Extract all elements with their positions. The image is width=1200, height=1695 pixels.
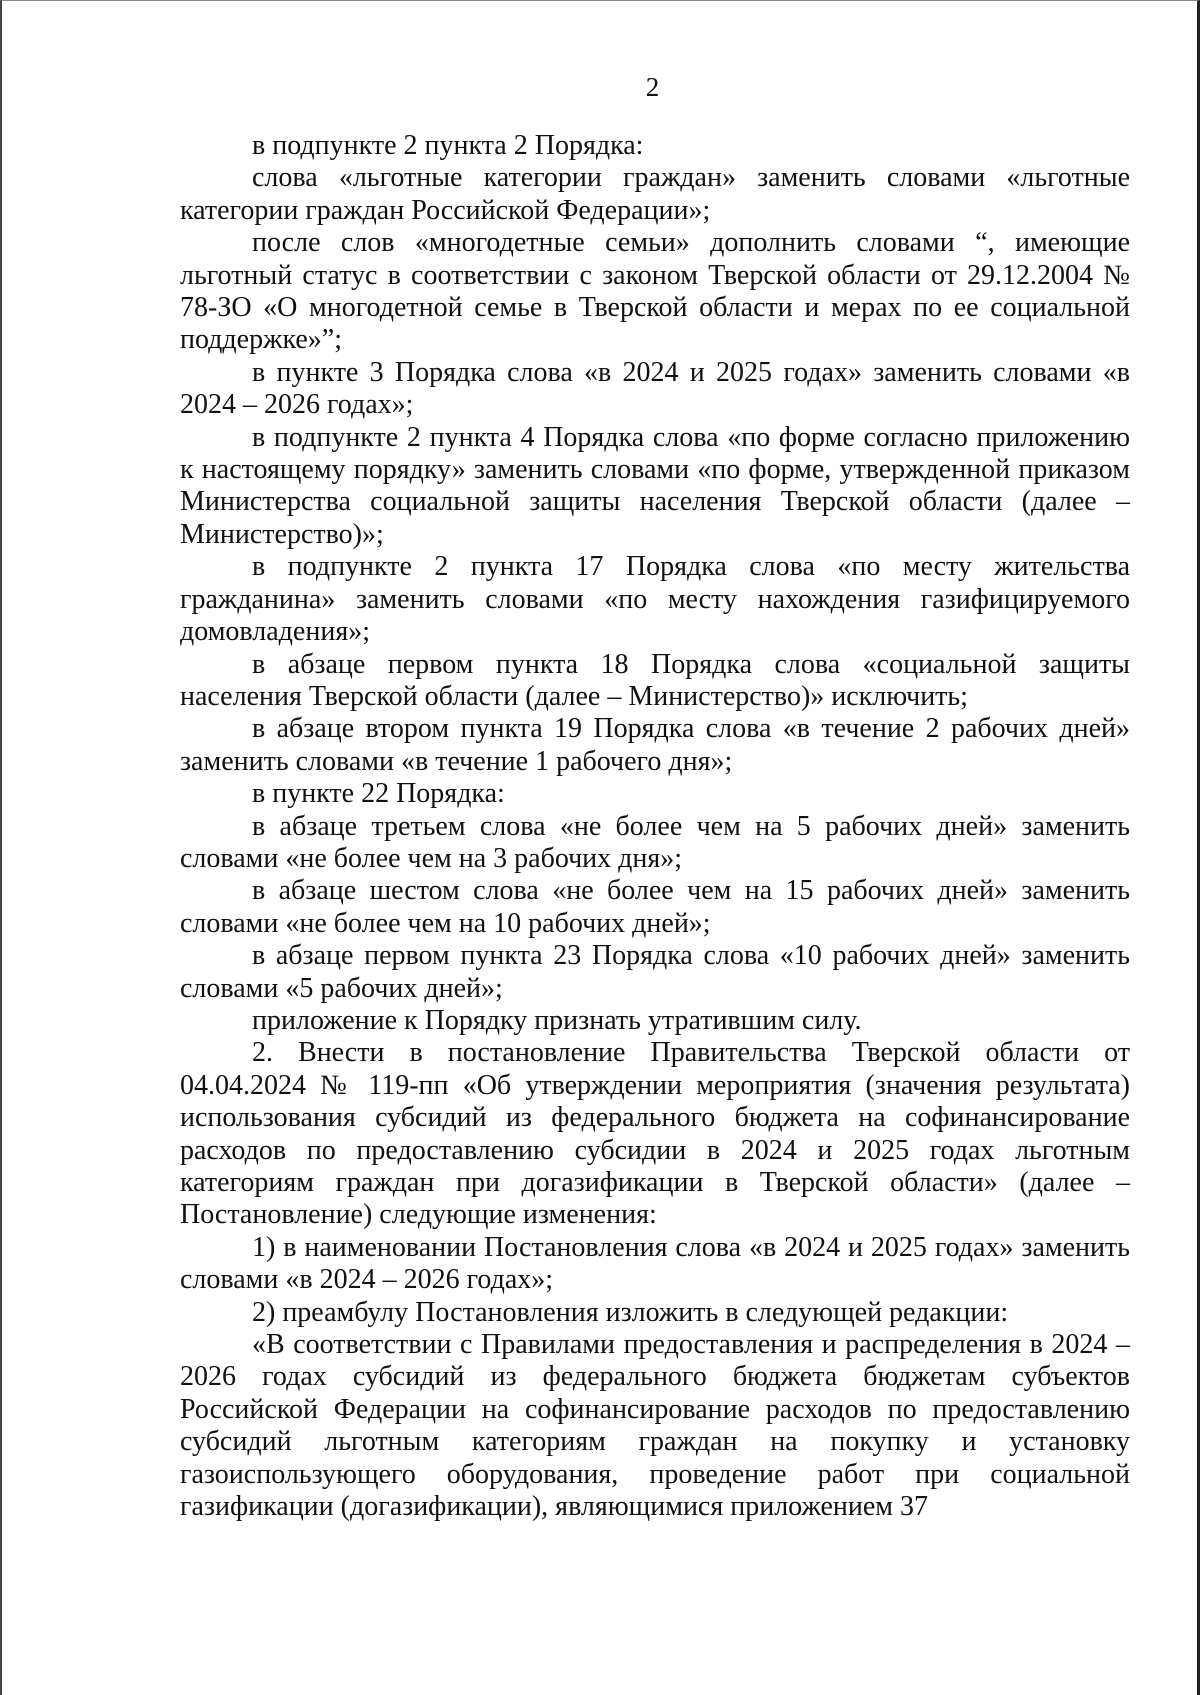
paragraph: в абзаце третьем слова «не более чем на 5 рабочих дней» заменить словами «не более чем на 3 рабочих дня»; — [180, 810, 1130, 874]
paragraph: в абзаце шестом слова «не более чем на 15 рабочих дней» заменить словами «не более чем на 10 рабочих дней»; — [180, 875, 1130, 939]
paragraph: в подпункте 2 пункта 17 Порядка слова «по месту жительства гражданина» заменить словами «по месту нахождения газифицируемого домовладения»; — [180, 551, 1130, 648]
paragraph: в пункте 22 Порядка: — [252, 778, 505, 810]
document-body — [180, 130, 1130, 1523]
paragraph: 1) в наименовании Постановления слова «в 2024 и 2025 годах» заменить словами «в 2024 – 2026 годах»; — [180, 1231, 1130, 1296]
page-number: 2 — [645, 72, 660, 102]
paragraph: слова «льготные категории граждан» заменить словами «льготные категории граждан Российской Федерации»; — [180, 162, 1130, 226]
paragraph: в абзаце первом пункта 18 Порядка слова «социальной защиты населения Тверской области (далее – Министерство)» исключить; — [180, 648, 1130, 712]
paragraph: в пункте 3 Порядка слова «в 2024 и 2025 годах» заменить словами «в 2024 – 2026 годах»; — [180, 356, 1130, 421]
paragraph: в абзаце втором пункта 19 Порядка слова «в течение 2 рабочих дней» заменить словами «в течение 1 рабочего дня»; — [180, 713, 1130, 777]
paragraph: в абзаце первом пункта 23 Порядка слова «10 рабочих дней» заменить словами «5 рабочих дней»; — [180, 940, 1130, 1004]
paragraph: приложение к Порядку признать утратившим силу. — [252, 1004, 862, 1036]
paragraph: «В соответствии с Правилами предоставления и распределения в 2024 – 2026 годах субсидий из федерального бюджета бюджетам субъектов Российской Федерации на софинансирование расходов по предоставлению субсидий льготным категориям граждан на покупку и установку газоиспользующего оборудования, проведение работ при социальной газификации (догазификации), являющимися приложением 37 — [180, 1329, 1130, 1523]
paragraph: в подпункте 2 пункта 4 Порядка слова «по форме согласно приложению к настоящему порядку» заменить словами «по форме, утвержденной приказом Министерства социальной защиты населения Тверской области (далее – Министерство)»; — [180, 421, 1130, 550]
paragraph: в подпункте 2 пункта 2 Порядка: — [252, 130, 644, 161]
paragraph: 2. Внести в постановление Правительства Тверской области от 04.04.2024 № 119-пп «Об утверждении мероприятия (значения результата) использования субсидий из федерального бюджета на софинансирование расходов по предоставлению субсидии в 2024 и 2025 годах льготным категориям граждан при догазификации в Тверской области» (далее – Постановление) следующие изменения: — [180, 1037, 1130, 1231]
paragraph: 2) преамбулу Постановления изложить в следующей редакции: — [252, 1296, 1009, 1328]
paragraph: после слов «многодетные семьи» дополнить словами “, имеющие льготный статус в соответствии с законом Тверской области от 29.12.2004 № 78-ЗО «О многодетной семье в Тверской области и мерах по ее социальной поддержке»”; — [180, 227, 1130, 356]
